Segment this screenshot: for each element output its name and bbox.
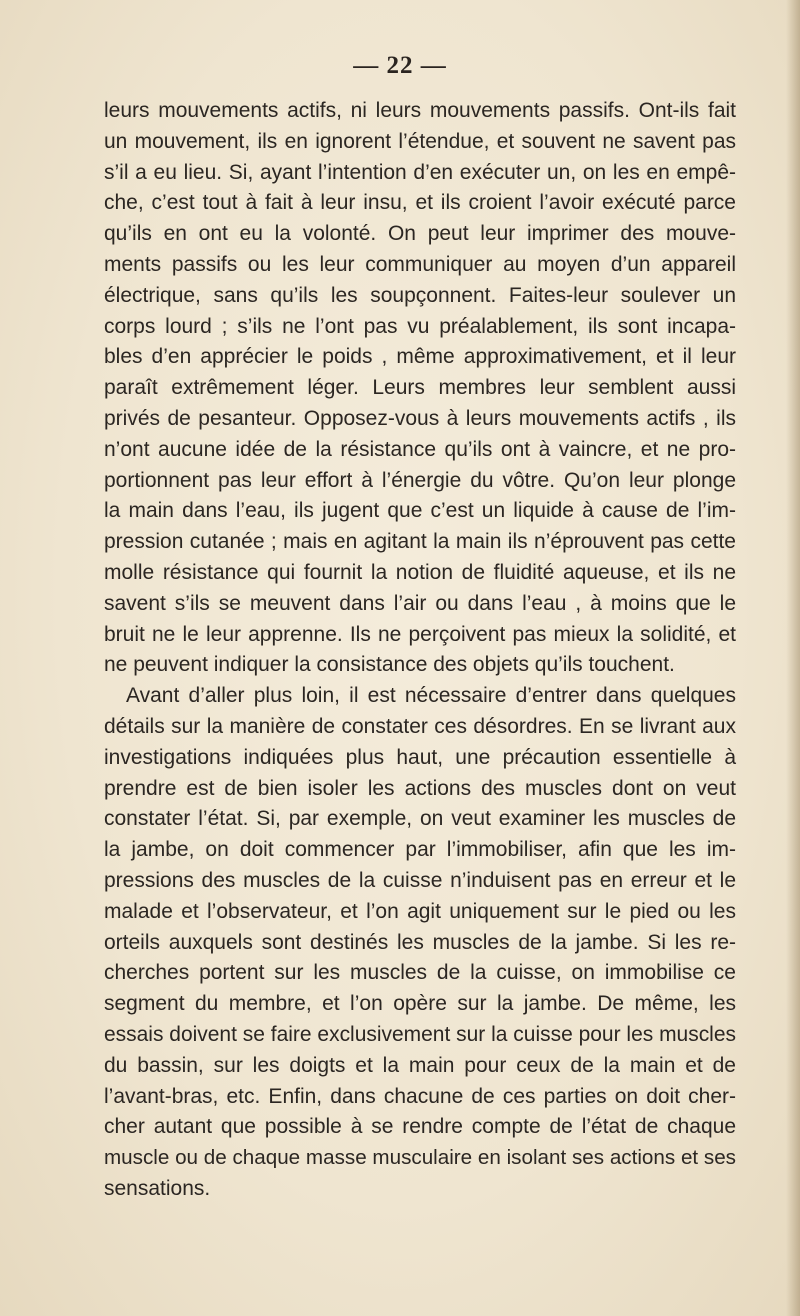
text-line: bles d’en apprécier le poids , même approximativement, et il leur (104, 345, 736, 369)
paragraph (104, 96, 736, 681)
text-line: ments passifs ou les leur communiquer au moyen d’un appareil (104, 252, 736, 276)
text-line: muscle ou de chaque masse musculaire en isolant ses actions et ses (104, 1146, 736, 1170)
text-line: portionnent pas leur effort à l’énergie du vôtre. Qu’on leur plonge (104, 468, 736, 492)
text-line: privés de pesanteur. Opposez-vous à leurs mouvements actifs , ils (104, 406, 736, 430)
text-line: segment du membre, et l’on opère sur la jambe. De même, les (104, 992, 736, 1016)
text-line: électrique, sans qu’ils les soupçonnent. Faites-leur soulever un (104, 283, 736, 307)
text-line: corps lourd ; s’ils ne l’ont pas vu préalablement, ils sont incapa- (104, 314, 736, 338)
text-line: sensations. (104, 1176, 211, 1200)
text-line: la jambe, on doit commencer par l’immobiliser, afin que les im- (104, 838, 736, 862)
text-line: l’avant-bras, etc. Enfin, dans chacune de ces parties on doit cher- (104, 1084, 736, 1108)
text-line: constater l’état. Si, par exemple, on veut examiner les muscles de (104, 807, 736, 831)
text-line: investigations indiquées plus haut, une précaution essentielle à (104, 745, 736, 769)
text-line: malade et l’observateur, et l’on agit uniquement sur le pied ou les (104, 899, 736, 923)
text-line: cherches portent sur les muscles de la cuisse, on immobilise ce (104, 961, 736, 985)
text-line: un mouvement, ils en ignorent l’étendue, et souvent ne savent pas (104, 129, 736, 153)
text-line: prendre est de bien isoler les actions des muscles dont on veut (104, 776, 736, 800)
paragraph (104, 681, 736, 1205)
body-text (104, 96, 736, 1205)
text-line: molle résistance qui fournit la notion de fluidité aqueuse, et ils ne (104, 560, 736, 584)
text-line: cher autant que possible à se rendre compte de l’état de chaque (104, 1115, 736, 1139)
text-line: savent s’ils se meuvent dans l’air ou dans l’eau , à moins que le (104, 591, 736, 615)
text-line: paraît extrêmement léger. Leurs membres leur semblent aussi (104, 376, 736, 400)
text-line: bruit ne le leur apprenne. Ils ne perçoivent pas mieux la solidité, et (104, 622, 736, 646)
text-line: qu’ils en ont eu la volonté. On peut leur imprimer des mouve- (104, 222, 736, 246)
text-line: la main dans l’eau, ils jugent que c’est un liquide à cause de l’im- (104, 499, 736, 523)
text-line: n’ont aucune idée de la résistance qu’ils ont à vaincre, et ne pro- (104, 437, 736, 461)
text-line: détails sur la manière de constater ces désordres. En se livrant aux (104, 714, 736, 738)
text-line: Avant d’aller plus loin, il est nécessaire d’entrer dans quelques (126, 684, 736, 708)
text-line: s’il a eu lieu. Si, ayant l’intention d’en exécuter un, on les en empê- (104, 160, 736, 184)
page-number: — 22 — (353, 52, 447, 79)
text-line: ne peuvent indiquer la consistance des objets qu’ils touchent. (104, 653, 675, 677)
text-line: che, c’est tout à fait à leur insu, et ils croient l’avoir exécuté parce (104, 191, 736, 215)
text-line: pression cutanée ; mais en agitant la main ils n’éprouvent pas cette (104, 530, 736, 554)
text-line: pressions des muscles de la cuisse n’induisent pas en erreur et le (104, 868, 736, 892)
text-line: essais doivent se faire exclusivement sur la cuisse pour les muscles (104, 1022, 736, 1046)
text-line: leurs mouvements actifs, ni leurs mouvements passifs. Ont-ils fait (104, 99, 736, 122)
text-line: orteils auxquels sont destinés les muscles de la jambe. Si les re- (104, 930, 736, 954)
text-line: du bassin, sur les doigts et la main pour ceux de la main et de (104, 1053, 736, 1077)
